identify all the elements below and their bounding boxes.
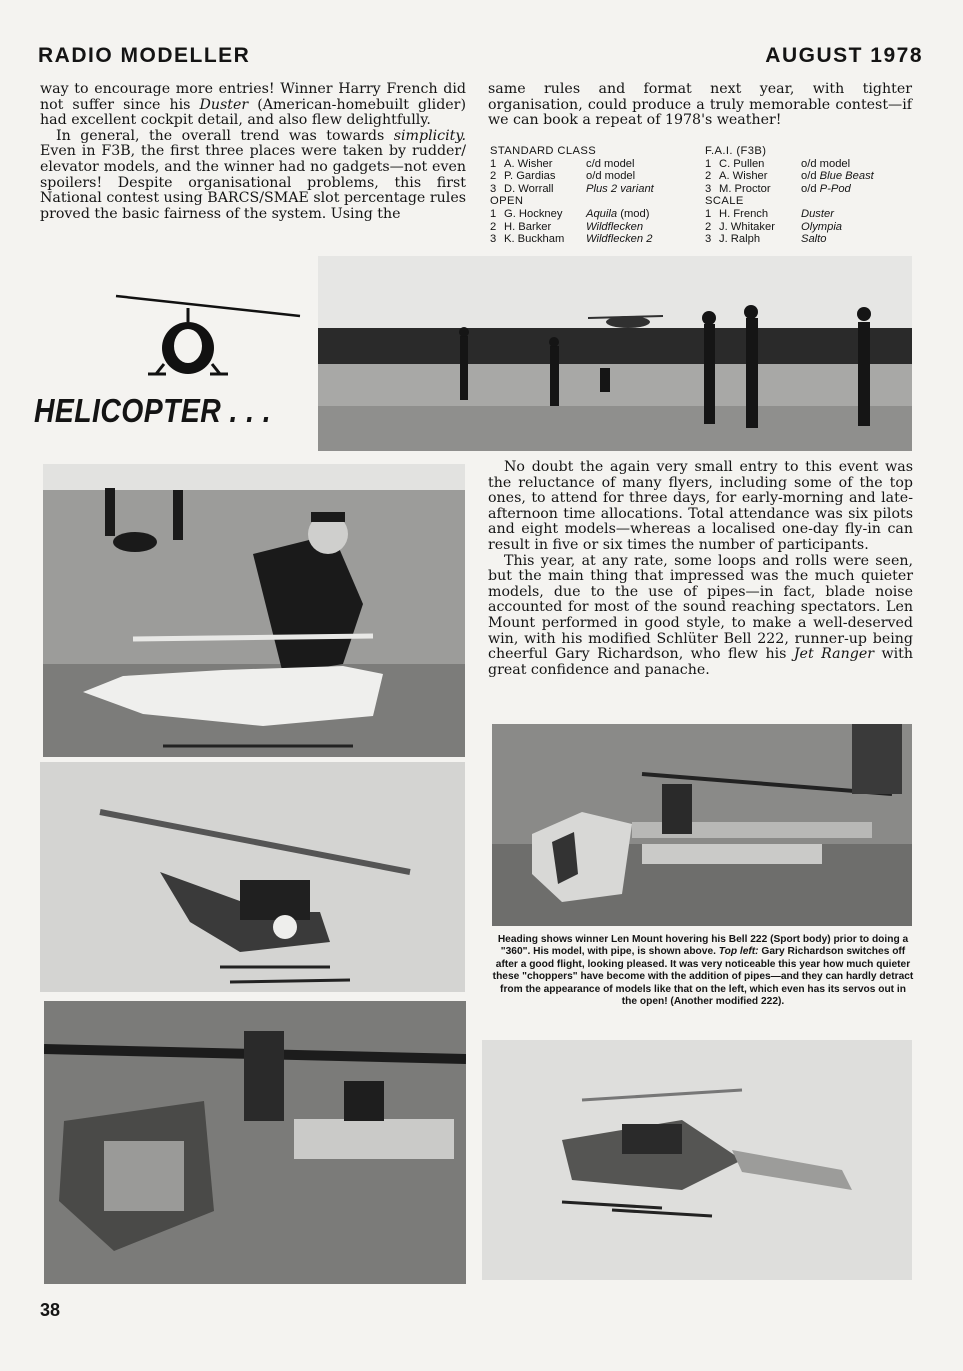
result-row: 1 A. Wisher c/d model xyxy=(490,157,635,170)
article-paragraph: No doubt the again very small entry to this event was the reluctance of many flyers, including some of the top ones, to attend for three days, for early-morning and late-afternoon time allocations. Total attendance was six pilots and eight models—whereas a localised one-day fly-in can result in five or six times the number of participants. xyxy=(488,459,913,553)
result-row: 1 C. Pullen o/d model xyxy=(705,157,851,170)
results-scale-title: SCALE xyxy=(705,195,744,208)
airfield-photo xyxy=(318,256,912,451)
results-standard-title: STANDARD CLASS xyxy=(490,145,597,157)
result-row: 3 M. Proctor o/d P-Pod xyxy=(705,182,851,195)
results-standard-open xyxy=(490,145,690,246)
results-open-title: OPEN xyxy=(490,195,524,208)
hovering-helicopter-photo xyxy=(40,762,465,992)
article-paragraph: This year, at any rate, some loops and rolls were seen, but the main thing that impressed was the much quieter models, due to the use of pipes—in fact, blade noise accounted for most of the sound reaching spectators. Len Mount performed in good style, to make a well-deserved win, with his modified Schlüter Bell 222, runner-up being cheerful Gary Richardson, who flew his Jet Ranger with great confidence and panache. xyxy=(488,552,913,678)
photo-caption: Heading shows winner Len Mount hovering his Bell 222 (Sport body) prior to doing a "360". His model, with pipe, is shown above. Top left: Gary Richardson switches off after a good flight, looking pleased. It was very noticeable this year how much quieter these "choppers" have become with the addition of pipes—and they can hardly detract from the appearance of models like that on the left, which even has its servos out in the open! (Another modified 222). xyxy=(492,934,914,1008)
result-row: 1 G. Hockney Aquila (mod) xyxy=(490,207,650,220)
issue-date: AUGUST 1978 xyxy=(765,44,923,67)
magazine-title: RADIO MODELLER xyxy=(38,44,251,67)
section-headline: HELICOPTER . . . xyxy=(34,392,272,429)
result-row: 3 D. Worrall Plus 2 variant xyxy=(490,182,654,195)
open-servos-model-photo xyxy=(44,1001,466,1284)
intro-left-column: way to encourage more entries! Winner Harry French did not suffer since his Duster (American-homebuilt glider) had excellent cockpit detail, and also flew delightfully. In general, the overall trend was towards simplicity. Even in F3B, the first three places were taken by rudder/ elevator models, and the winner had no gadgets—not even spoilers! Despite organisational problems, this first National contest using BARCS/SMAE slot percentage rules proved the basic fairness of the system. Using the xyxy=(40,81,466,222)
result-row: 2 P. Gardias o/d model xyxy=(490,170,636,183)
article-text xyxy=(488,460,913,678)
results-fai-scale xyxy=(705,145,915,246)
jet-ranger-photo xyxy=(43,464,465,757)
result-row: 2 A. Wisher o/d Blue Beast xyxy=(705,170,874,183)
result-row: 2 H. Barker Wildflecken xyxy=(490,220,644,233)
results-fai-title: F.A.I. (F3B) xyxy=(705,145,767,157)
page-number: 38 xyxy=(40,1300,61,1320)
intro-right-column: same rules and format next year, with tighter organisation, could produce a truly memorable contest—if we can book a repeat of 1978's weather! xyxy=(488,81,912,129)
helicopter-icon xyxy=(108,288,308,378)
result-row: 2 J. Whitaker Olympia xyxy=(705,220,843,233)
result-row: 3 K. Buckham Wildflecken 2 xyxy=(490,233,653,246)
result-row: 3 J. Ralph Salto xyxy=(705,233,827,246)
bell-222-model-photo xyxy=(492,724,912,926)
result-row: 1 H. French Duster xyxy=(705,207,834,220)
flying-helicopter-photo xyxy=(482,1040,912,1280)
